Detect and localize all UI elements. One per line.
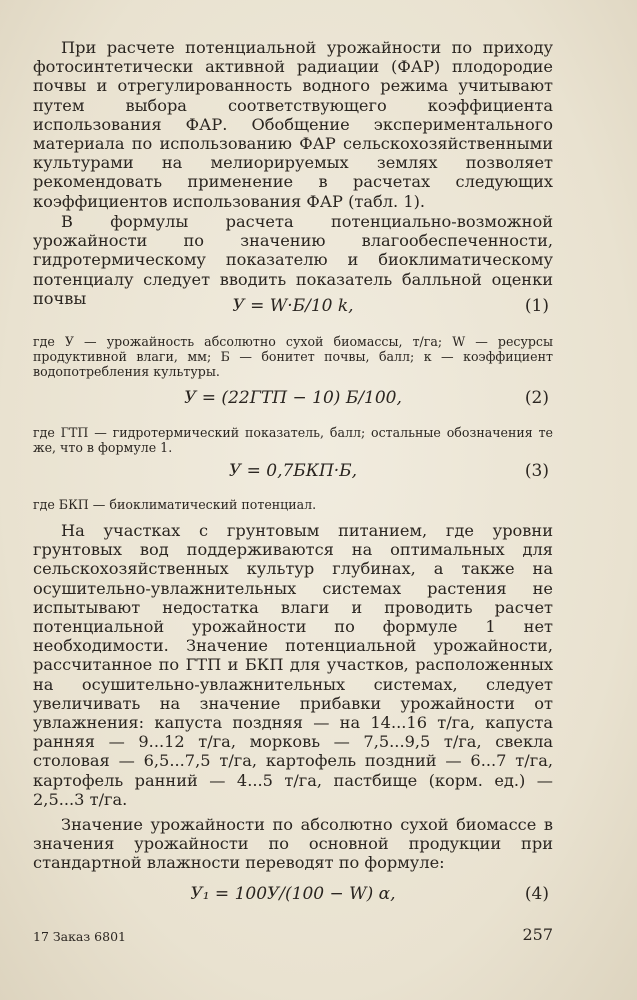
equation-2-formula: У = (22ГТП − 10) Б/100, [184, 388, 402, 408]
paragraph-formulas-intro: В формулы расчета потенциально-возможной урожайности по значению влагообеспеченности, гидротермическому показателю и биоклиматическому потенциалу следует вводить показатель балльной оценки почвы [33, 212, 553, 308]
paragraph-conversion: Значение урожайности по абсолютно сухой биомассе в значения урожайности по основной продукции при стандартной влажности переводят по формуле: [33, 815, 553, 873]
note-equation-1: где У — урожайность абсолютно сухой биомассы, т/га; W — ресурсы продуктивной влаги, мм; Б — бонитет почвы, балл; к — коэффициент водопотребления культуры. [33, 334, 553, 380]
equation-3 [33, 460, 553, 482]
equation-1-formula: У = W·Б/10 k, [232, 296, 354, 316]
equation-3-number: (3) [524, 461, 549, 481]
equation-4 [33, 883, 553, 905]
printing-signature: 17 Заказ 6801 [33, 929, 126, 944]
page-number: 257 [522, 925, 553, 944]
note-equation-3: где БКП — биоклиматический потенциал. [33, 497, 317, 512]
paragraph-far: При расчете потенциальной урожайности по приходу фотосинтетически активной радиации (ФАР) плодородие почвы и отрегулированность водного режима учитывают путем выбора соответствующего коэффициента использования ФАР. Обобщение экспериментального материала по использованию ФАР сельскохозяйственными культурами на мелиорируемых землях позволяет рекомендовать применение в расчетах следующих коэффициентов использования ФАР (табл. 1). [33, 38, 553, 211]
equation-1-number: (1) [524, 296, 549, 316]
equation-4-formula: У₁ = 100У/(100 − W) α, [190, 884, 396, 904]
page-footer [33, 925, 553, 947]
equation-2-number: (2) [524, 388, 549, 408]
equation-3-formula: У = 0,7БКП·Б, [228, 461, 358, 481]
equation-4-number: (4) [524, 884, 549, 904]
paragraph-groundwater: На участках с грунтовым питанием, где уровни грунтовых вод поддерживаются на оптимальных для сельскохозяйственных культур глубинах, а также на осушительно-увлажнительных системах растения не испытывают недостатка влаги и проводить расчет потенциальной урожайности по формуле 1 нет необходимости. Значение потенциальной урожайности, рассчитанное по ГТП и БКП для участков, расположенных на осушительно-увлажнительных системах, следует увеличивать на значение прибавки урожайности от увлажнения: капуста поздняя — на 14...16 т/га, капуста ранняя — 9...12 т/га, морковь — 7,5...9,5 т/га, свекла столовая — 6,5...7,5 т/га, картофель поздний — 6...7 т/га, картофель ранний — 4...5 т/га, пастбище (корм. ед.) — 2,5...3 т/га. [33, 521, 553, 809]
note-equation-2: где ГТП — гидротермический показатель, балл; остальные обозначения те же, что в формуле 1. [33, 425, 553, 456]
equation-1 [33, 295, 553, 317]
equation-2 [33, 387, 553, 409]
